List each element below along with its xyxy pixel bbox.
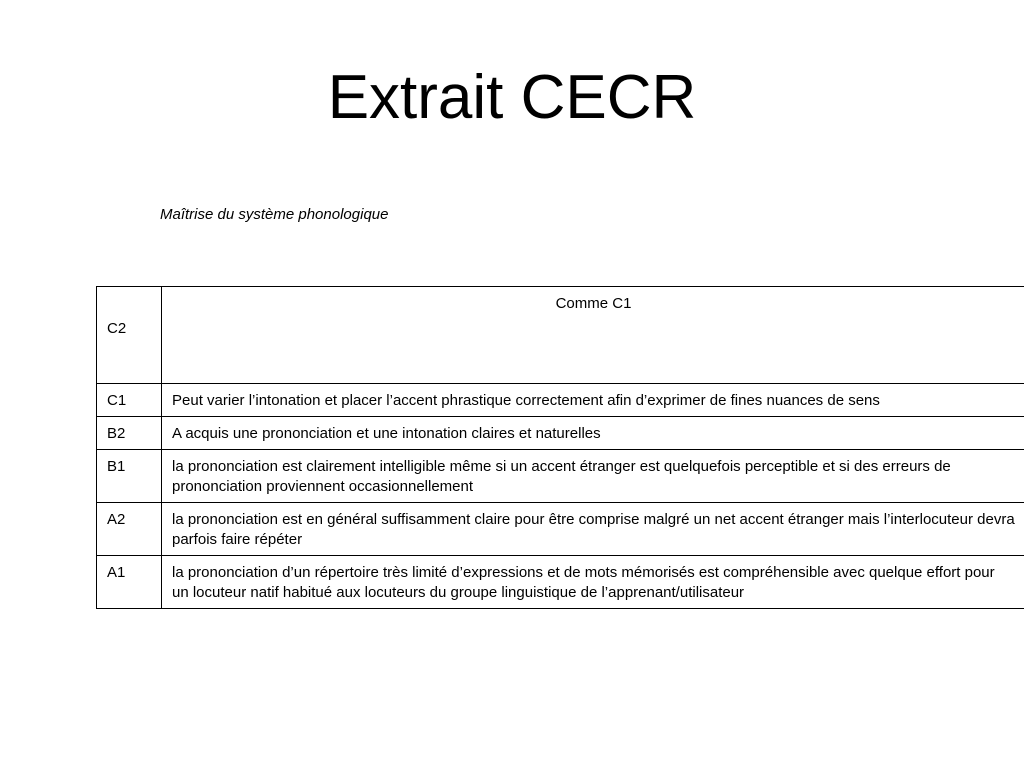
level-cell: C2	[97, 287, 162, 384]
table-caption: Maîtrise du système phonologique	[160, 206, 389, 223]
table-row	[97, 417, 1024, 450]
description-cell: Peut varier l’intonation et placer l’accent phrastique correctement afin d’exprimer de fines nuances de sens	[162, 384, 1024, 417]
description-cell: la prononciation d’un répertoire très limité d’expressions et de mots mémorisés est compréhensible avec quelque effort pour un locuteur natif habitué aux locuteurs du groupe linguistique de l’apprenant/utilisateur	[162, 556, 1024, 609]
table-row	[97, 450, 1024, 503]
cecr-table	[96, 286, 1024, 609]
description-cell: la prononciation est clairement intelligible même si un accent étranger est quelquefois perceptible et si des erreurs de prononciation proviennent occasionnellement	[162, 450, 1024, 503]
table-row	[97, 556, 1024, 609]
level-cell: A1	[97, 556, 162, 609]
table-row	[97, 384, 1024, 417]
level-cell: B1	[97, 450, 162, 503]
description-cell: la prononciation est en général suffisamment claire pour être comprise malgré un net accent étranger mais l’interlocuteur devra parfois faire répéter	[162, 503, 1024, 556]
level-cell: B2	[97, 417, 162, 450]
level-cell: C1	[97, 384, 162, 417]
level-cell: A2	[97, 503, 162, 556]
table-row	[97, 287, 1024, 384]
description-cell: A acquis une prononciation et une intonation claires et naturelles	[162, 417, 1024, 450]
description-cell: Comme C1	[162, 287, 1024, 384]
table-row	[97, 503, 1024, 556]
slide-title: Extrait CECR	[327, 63, 697, 132]
